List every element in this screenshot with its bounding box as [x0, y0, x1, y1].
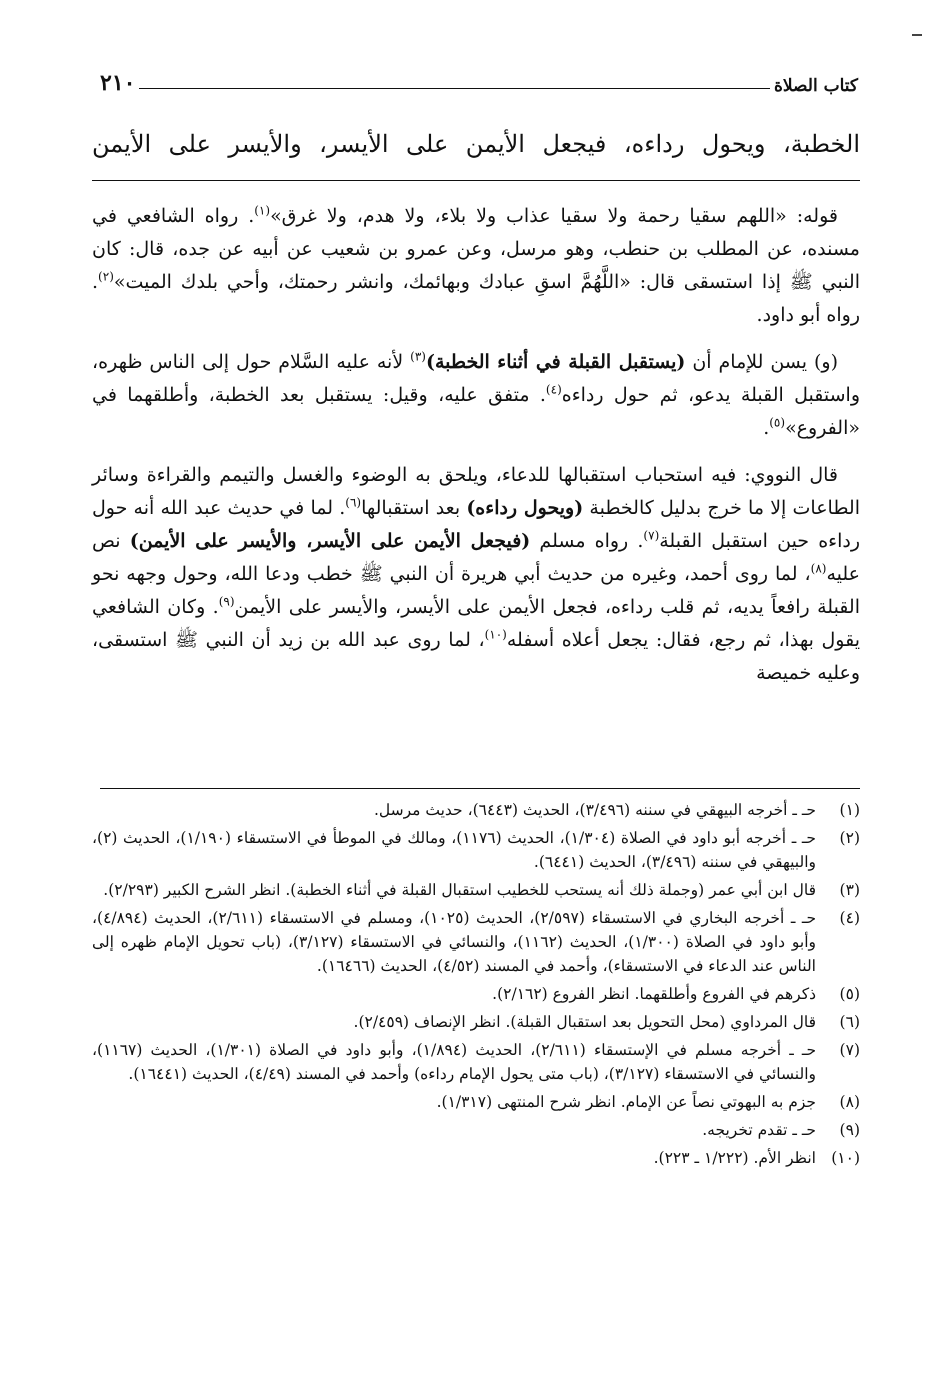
commentary-paragraph: [92, 200, 860, 332]
commentary-text: . لما في حديث عبد الله أنه حول رداءه حين استقبل القبلة: [92, 497, 860, 552]
footnote-ref: (٧): [643, 528, 660, 543]
footnote-number: (٨): [839, 1093, 860, 1111]
footnote-number: (٢): [839, 829, 860, 847]
bold-matn-quote: (يستقبل القبلة في أثناء الخطبة): [425, 351, 686, 373]
footnote-text: قال المرداوي (محل التحويل بعد استقبال القبلة). انظر الإنصاف (٢/٤٥٩).: [353, 1013, 816, 1031]
footnote-number: (٥): [839, 985, 860, 1003]
book-page: [92, 0, 860, 1374]
commentary-text: ، لما روى أحمد، وغيره من حديث أبي هريرة أن النبي ﷺ خطب ودعا الله، وحول وجهه نحو القبلة رافعاً يديه، ثم قلب رداءه، فجعل الأيمن على الأيسر، والأيسر على الأيمن: [92, 563, 860, 618]
commentary-text: . رواه أبو داود.: [92, 271, 860, 326]
footnote: [92, 1010, 860, 1034]
commentary-text: . رواه مسلم: [530, 530, 644, 552]
footnote-number: (٧): [839, 1041, 860, 1059]
commentary-paragraph: [92, 346, 860, 445]
footnote: [92, 1146, 860, 1170]
commentary-text: قوله: «اللهم سقيا رحمة ولا سقيا عذاب ولا بلاء، ولا هدم، ولا غرق»: [270, 205, 838, 227]
footnote: [92, 982, 860, 1006]
commentary-text: لأنه عليه السَّلام حول إلى الناس ظهره، واستقبل القبلة يدعو، ثم حول رداءه: [92, 351, 861, 406]
footnote: [92, 1038, 860, 1086]
footnote-ref: (١): [254, 203, 271, 218]
commentary-text: بعد استقبالها: [361, 497, 467, 519]
commentary-text: ، لما روى عبد الله بن زيد أن النبي ﷺ استسقى، وعليه خميصة: [92, 629, 860, 684]
footnote-text: حـ ـ أخرجه البيهقي في سننه (٣/٤٩٦)، الحديث (٦٤٤٣)، حديث مرسل.: [373, 801, 816, 819]
footnote-text: قال ابن أبي عمر (وجملة ذلك أنه يستحب للخطيب استقبال القبلة في أثناء الخطبة). انظر الشرح الكبير (٢/٢٩٣).: [103, 881, 816, 899]
footnote-text: انظر الأم. (١/٢٢٢ ـ ٢٢٣).: [653, 1149, 816, 1167]
footnote-text: حـ ـ تقدم تخريجه.: [702, 1121, 816, 1139]
commentary-text: . وكان الشافعي يقول بهذا، ثم رجع، فقال: يجعل أعلاه أسفله: [92, 596, 860, 651]
footnote-number: (٤): [839, 909, 860, 927]
footnote-number: (٩): [839, 1121, 860, 1139]
footnote: [92, 878, 860, 902]
scan-mark: [912, 34, 922, 36]
commentary-text: . متفق عليه، وقيل: يستقبل بعد الخطبة، وأطلقهما في «الفروع»: [92, 384, 860, 439]
running-header: [92, 62, 860, 96]
footnote-number: (٣): [839, 881, 860, 899]
footnote-text: حـ ـ أخرجه البخاري في الاستسقاء (٢/٥٩٧)، الحديث (١٠٢٥)، ومسلم في الاستسقاء (٢/٦١١)، الحديث (٤/٨٩٤)، وأبو داود في الصلاة (١/٣٠٠)، الحديث (١١٦٢)، والنسائي في الاستسقاء (٣/١٢٧)، (باب تحويل الإمام ظهره إلى الناس عند الدعاء في الاستسقاء)، وأحمد في المسند (٤/٥٢)، الحديث (١٦٤٦٦).: [92, 909, 817, 975]
footnote-ref: (٣): [410, 349, 426, 364]
bold-matn-quote: (ويحول رداءه): [466, 497, 584, 519]
footnote-ref: (٩): [218, 594, 235, 609]
commentary-text: (و) يسن للإمام أن: [685, 351, 838, 373]
footnote: [92, 906, 860, 978]
bold-matn-quote: (فيجعل الأيمن على الأيسر، والأيسر على الأيمن): [129, 530, 531, 552]
footnote-ref: (٨): [810, 561, 827, 576]
commentary-text: . رواه الشافعي في مسنده، عن المطلب بن حنطب، وهو مرسل، وعن عمرو بن شعيب عن أبيه عن جده، قال: كان النبي ﷺ إذا استسقى قال: «اللَّهُمَّ اسقِ عبادك وبهائمك، وانشر رحمتك، وأحي بلدك الميت»: [92, 205, 860, 293]
commentary: [92, 200, 860, 704]
commentary-paragraph: [92, 459, 860, 690]
footnote-text: جزم به البهوتي نصاً عن الإمام. انظر شرح المنتهى (١/٣١٧).: [436, 1093, 816, 1111]
commentary-text: قال النووي: فيه استحباب استقبالها للدعاء، ويلحق به الوضوء والغسل والتيمم والقراءة وسائر الطاعات إلا ما خرج بدليل كالخطبة: [92, 464, 860, 519]
page-number: ٢١٠: [100, 70, 136, 96]
footnote-number: (١): [839, 801, 860, 819]
footnote-text: حـ ـ أخرجه أبو داود في الصلاة (١/٣٠٤)، الحديث (١١٧٦)، ومالك في الموطأ في الاستسقاء (١/١٩٠)، الحديث (٢)، والبيهقي في سننه (٣/٤٩٦)، الحديث (٦٤٤١).: [92, 829, 816, 871]
footnote-ref: (١٠): [484, 627, 507, 642]
footnote-number: (١٠): [831, 1149, 860, 1167]
footnotes: [92, 798, 860, 1174]
footnote-ref: (٥): [769, 415, 786, 430]
footnote-ref: (٦): [345, 495, 362, 510]
commentary-text: نص عليه: [92, 530, 860, 585]
footnote: [92, 798, 860, 822]
footnote-ref: (٢): [98, 269, 114, 284]
footnote-text: حـ ـ أخرجه مسلم في الإستسقاء (٢/٦١١)، الحديث (١/٨٩٤)، وأبو داود في الصلاة (١/٣٠١)، الحديث (١١٦٧)، والنسائي في الاستسقاء (٣/١٢٧)، (باب متى يحول الإمام رداءه) وأحمد في المسند (٤/٤٩)، الحديث (١٦٤٤١).: [92, 1041, 817, 1083]
matn-text: الخطبة، ويحول رداءه، فيجعل الأيمن على الأيسر، والأيسر على الأيمن: [92, 130, 860, 158]
footnote: [92, 826, 860, 874]
matn-divider: [92, 180, 860, 181]
footnote-divider: [100, 788, 860, 789]
footnote: [92, 1090, 860, 1114]
commentary-text: .: [763, 417, 770, 439]
footnote-number: (٦): [839, 1013, 860, 1031]
footnote: [92, 1118, 860, 1142]
header-rule: [139, 88, 770, 89]
footnote-text: ذكرهم في الفروع وأطلقهما. انظر الفروع (٢/١٦٢).: [492, 985, 816, 1003]
footnote-ref: (٤): [545, 382, 562, 397]
book-title: كتاب الصلاة: [773, 76, 858, 96]
